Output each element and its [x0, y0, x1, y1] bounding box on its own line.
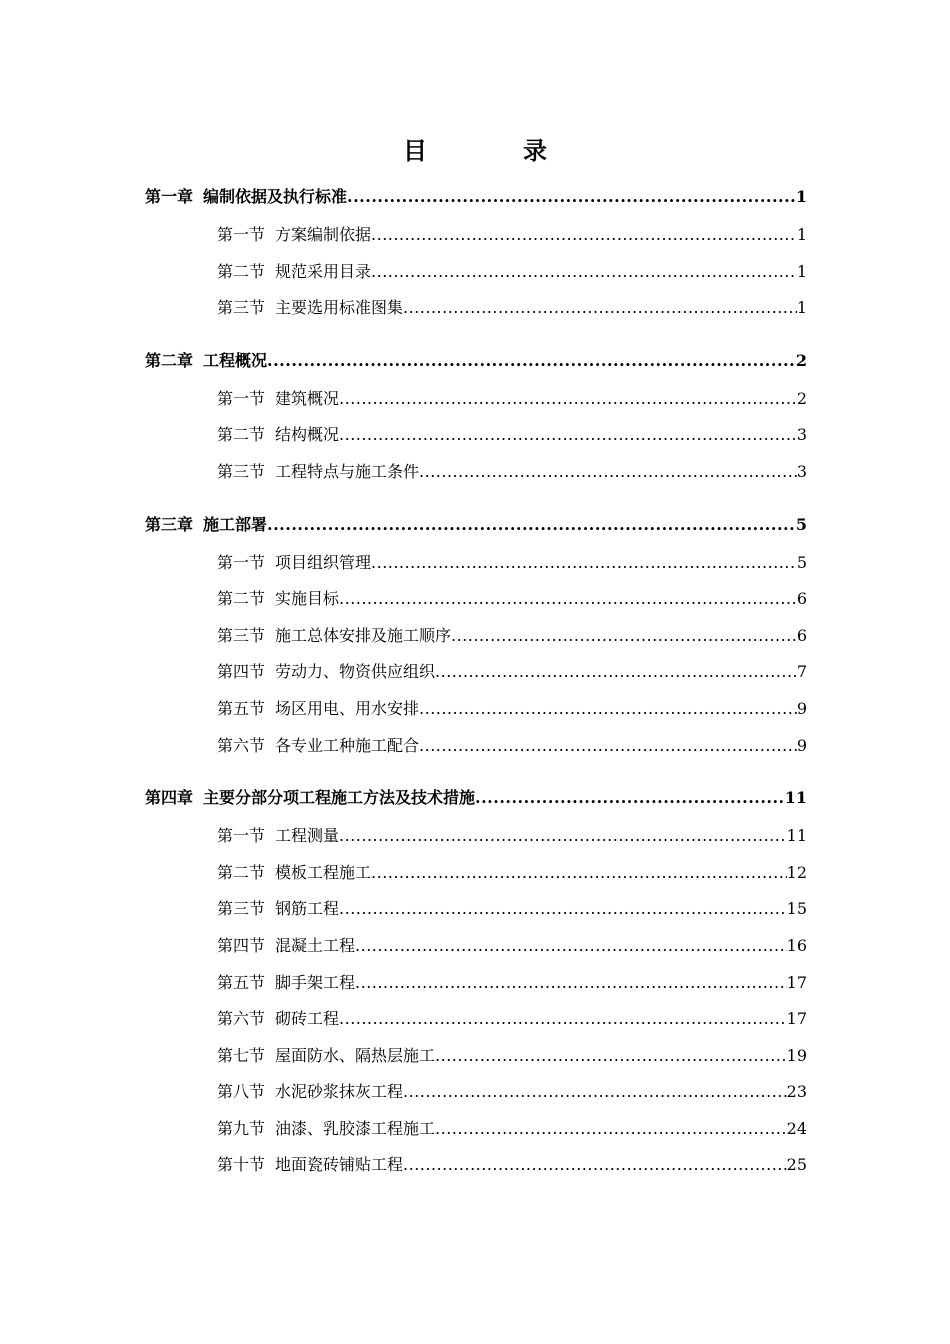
toc-page-number: 6: [796, 625, 807, 645]
toc-entry-number: 第二节: [217, 589, 266, 609]
toc-page-number: 1: [796, 225, 807, 244]
toc-entry-label: [145, 186, 347, 208]
toc-page-number: 17: [786, 972, 807, 992]
toc-page-number: 15: [786, 899, 807, 919]
toc-section-entry: [145, 898, 807, 935]
toc-entry-text: 钢筋工程: [275, 899, 340, 919]
toc-entry-text: 脚手架工程: [275, 972, 356, 992]
toc-entry-text: 混凝土工程: [275, 935, 356, 955]
toc-leader-dots: [435, 661, 797, 683]
toc-entry-label: [217, 625, 451, 647]
toc-entry-text: 方案编制依据: [275, 225, 372, 244]
toc-entry-number: 第四章: [145, 788, 194, 808]
toc-entry-number: 第一节: [217, 826, 266, 846]
toc-entry-text: 工程测量: [275, 826, 340, 846]
toc-entry-text: 实施目标: [275, 589, 340, 609]
toc-leader-dots: [371, 224, 797, 246]
toc-entry-text: 各专业工种施工配合: [275, 735, 420, 755]
toc-entry-number: 第四节: [217, 662, 266, 682]
toc-page-number: 5: [795, 514, 807, 534]
toc-entry-number: 第十节: [217, 1155, 266, 1175]
toc-leader-dots: [403, 1081, 787, 1103]
toc-section-entry: [145, 224, 807, 261]
toc-entry-label: [217, 698, 419, 720]
toc-page-number: 6: [796, 589, 807, 609]
toc-leader-dots: [339, 388, 797, 410]
toc-leader-dots: [339, 825, 787, 847]
toc-entry-number: 第一节: [217, 225, 266, 244]
toc-section-entry: [145, 297, 807, 334]
toc-section-entry: [145, 862, 807, 899]
toc-entry-label: [217, 661, 435, 683]
toc-section-entry: [145, 661, 807, 698]
toc-leader-dots: [371, 261, 797, 283]
toc-section-entry: [145, 588, 807, 625]
toc-entry-number: 第五节: [217, 972, 266, 992]
toc-entry-number: 第四节: [217, 935, 266, 955]
toc-page-number: 11: [784, 788, 807, 808]
toc-page-number: 17: [786, 1009, 807, 1029]
toc-page-number: 1: [795, 187, 807, 206]
toc-section-entry: [145, 261, 807, 298]
toc-entry-number: 第二节: [217, 862, 266, 882]
toc-entry-number: 第八节: [217, 1082, 266, 1102]
toc-entry-label: [217, 552, 371, 574]
toc-entry-text: 结构概况: [275, 425, 340, 445]
toc-page-number: 5: [796, 552, 807, 572]
toc-entry-text: 模板工程施工: [275, 862, 372, 882]
toc-page-number: 9: [796, 698, 807, 718]
toc-section-entry: [145, 825, 807, 862]
toc-entry-text: 水泥砂浆抹灰工程: [275, 1082, 404, 1102]
toc-entry-label: [217, 935, 355, 957]
toc-section-entry: [145, 698, 807, 735]
toc-page-number: 2: [796, 388, 807, 408]
toc-page-number: 19: [786, 1045, 807, 1065]
toc-chapter-entry: [145, 781, 807, 823]
toc-entry-number: 第三节: [217, 461, 266, 481]
toc-entry-label: [217, 1081, 403, 1103]
toc-entry-text: 砌砖工程: [275, 1009, 340, 1029]
toc-leader-dots: [267, 514, 796, 536]
toc-entry-label: [217, 588, 339, 610]
toc-page-number: 25: [786, 1155, 807, 1175]
toc-entry-number: 第一节: [217, 552, 266, 572]
toc-leader-dots: [339, 424, 797, 446]
toc-leader-dots: [355, 972, 787, 994]
toc-leader-dots: [339, 588, 797, 610]
toc-page-number: 16: [786, 935, 807, 955]
toc-entry-label: [145, 350, 267, 372]
toc-page-number: 1: [796, 261, 807, 281]
toc-entry-label: [217, 261, 371, 283]
toc-entry-label: [217, 224, 371, 246]
toc-section-entry: [145, 552, 807, 589]
toc-leader-dots: [451, 625, 797, 647]
toc-entry-label: [217, 862, 371, 884]
toc-leader-dots: [339, 1008, 787, 1030]
toc-page-number: 3: [796, 461, 807, 481]
toc-page-number: 7: [796, 662, 807, 682]
toc-leader-dots: [355, 935, 787, 957]
toc-entry-text: 主要分部分项工程施工方法及技术措施: [203, 788, 476, 808]
toc-entry-text: 工程概况: [203, 350, 268, 370]
toc-entry-label: [145, 514, 267, 536]
toc-page-number: 12: [786, 862, 807, 882]
toc-entry-text: 项目组织管理: [275, 552, 372, 572]
toc-page-number: 11: [786, 826, 807, 846]
toc-entry-text: 劳动力、物资供应组织: [275, 662, 436, 682]
toc-leader-dots: [435, 1118, 787, 1140]
toc-section-entry: [145, 424, 807, 461]
toc-entry-label: [217, 461, 419, 483]
toc-entry-text: 地面瓷砖铺贴工程: [275, 1155, 404, 1175]
toc-page-number: 9: [796, 735, 807, 755]
toc-entry-number: 第三节: [217, 298, 266, 318]
toc-entry-text: 编制依据及执行标准: [203, 187, 348, 206]
toc-entry-text: 屋面防水、隔热层施工: [275, 1045, 436, 1065]
toc-entry-text: 规范采用目录: [275, 261, 372, 281]
toc-chapter-entry: [145, 508, 807, 550]
toc-entry-text: 建筑概况: [275, 388, 340, 408]
toc-page-number: 24: [786, 1118, 807, 1138]
toc-entry-text: 施工部署: [203, 514, 268, 534]
toc-page-number: 2: [795, 350, 807, 370]
toc-section-entry: [145, 1008, 807, 1045]
toc-entry-label: [217, 388, 339, 410]
toc-section-entry: [145, 1118, 807, 1155]
toc-entry-label: [217, 972, 355, 994]
toc-leader-dots: [347, 186, 796, 208]
toc-entry-number: 第二章: [145, 350, 194, 370]
toc-entry-label: [145, 787, 475, 809]
toc-entry-text: 油漆、乳胶漆工程施工: [275, 1118, 436, 1138]
toc-entry-number: 第三节: [217, 899, 266, 919]
toc-leader-dots: [339, 898, 787, 920]
toc-leader-dots: [475, 787, 785, 809]
toc-entry-label: [217, 1008, 339, 1030]
toc-entry-number: 第七节: [217, 1045, 266, 1065]
toc-section-entry: [145, 735, 807, 772]
toc-entry-number: 第三章: [145, 514, 194, 534]
toc-section-entry: [145, 625, 807, 662]
toc-list: [145, 180, 807, 1191]
toc-section-entry: [145, 461, 807, 498]
toc-leader-dots: [419, 735, 797, 757]
toc-entry-number: 第九节: [217, 1118, 266, 1138]
toc-leader-dots: [435, 1045, 787, 1067]
toc-entry-number: 第三节: [217, 625, 266, 645]
toc-leader-dots: [371, 862, 787, 884]
toc-entry-label: [217, 297, 403, 319]
toc-entry-label: [217, 898, 339, 920]
toc-entry-text: 工程特点与施工条件: [275, 461, 420, 481]
toc-page-number: 1: [796, 298, 807, 318]
toc-leader-dots: [403, 1154, 787, 1176]
toc-section-entry: [145, 1154, 807, 1191]
toc-entry-label: [217, 1118, 435, 1140]
toc-section-entry: [145, 1045, 807, 1082]
toc-entry-text: 施工总体安排及施工顺序: [275, 625, 452, 645]
toc-entry-text: 场区用电、用水安排: [275, 698, 420, 718]
toc-leader-dots: [267, 350, 796, 372]
toc-section-entry: [145, 935, 807, 972]
toc-page-number: 3: [796, 425, 807, 445]
toc-section-entry: [145, 1081, 807, 1118]
toc-leader-dots: [371, 552, 797, 574]
toc-entry-number: 第一节: [217, 388, 266, 408]
toc-entry-number: 第六节: [217, 735, 266, 755]
toc-entry-number: 第二节: [217, 425, 266, 445]
toc-leader-dots: [403, 297, 797, 319]
toc-entry-label: [217, 1154, 403, 1176]
toc-entry-number: 第五节: [217, 698, 266, 718]
toc-leader-dots: [419, 698, 797, 720]
toc-entry-label: [217, 1045, 435, 1067]
toc-leader-dots: [419, 461, 797, 483]
toc-entry-label: [217, 825, 339, 847]
toc-section-entry: [145, 972, 807, 1009]
toc-entry-number: 第二节: [217, 261, 266, 281]
toc-entry-label: [217, 424, 339, 446]
toc-title: 目 录: [403, 136, 583, 165]
toc-chapter-entry: [145, 180, 807, 222]
toc-page-number: 23: [786, 1082, 807, 1102]
toc-section-entry: [145, 388, 807, 425]
toc-entry-number: 第六节: [217, 1009, 266, 1029]
toc-chapter-entry: [145, 344, 807, 386]
toc-entry-number: 第一章: [145, 187, 194, 206]
toc-entry-text: 主要选用标准图集: [275, 298, 404, 318]
toc-entry-label: [217, 735, 419, 757]
